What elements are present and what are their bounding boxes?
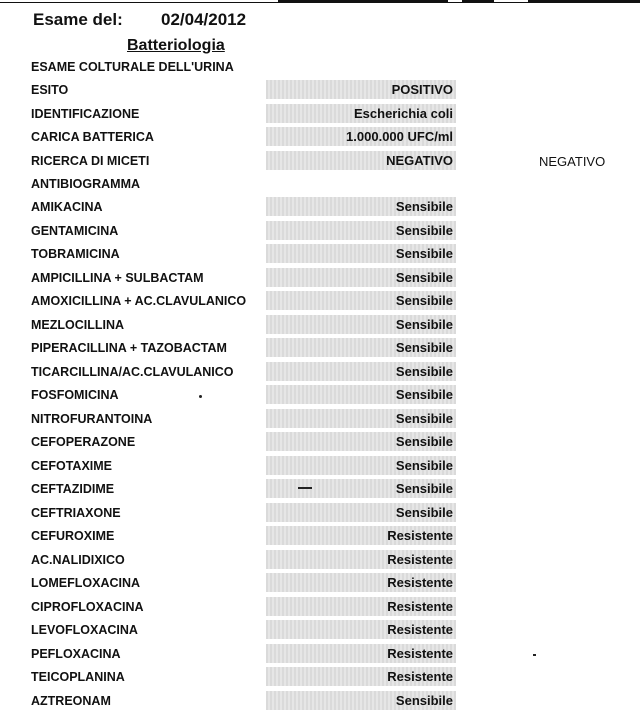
susceptibility-value: Resistente bbox=[266, 620, 456, 639]
top-rule-segment bbox=[528, 0, 640, 2]
susceptibility-value: Sensibile bbox=[266, 197, 456, 216]
top-rule-segment bbox=[278, 0, 448, 2]
antibiotic-name: TEICOPLANINA bbox=[31, 670, 125, 684]
susceptibility-value: Sensibile bbox=[266, 432, 456, 451]
top-rule bbox=[0, 2, 640, 3]
susceptibility-value: Sensibile bbox=[266, 362, 456, 381]
antibiotic-name: PIPERACILLINA + TAZOBACTAM bbox=[31, 341, 227, 355]
susceptibility-value: Sensibile bbox=[266, 244, 456, 263]
susceptibility-value: Sensibile bbox=[266, 315, 456, 334]
antibiotic-name: AMPICILLINA + SULBACTAM bbox=[31, 270, 204, 285]
section-title: Batteriologia bbox=[127, 37, 225, 54]
antibiogram-row bbox=[0, 596, 640, 619]
antibiogram-row bbox=[0, 549, 640, 572]
antibiogram-row bbox=[0, 384, 640, 407]
antibiogram-row bbox=[0, 643, 640, 666]
exam-header bbox=[33, 10, 247, 30]
result-row-carica-batterica bbox=[0, 126, 640, 149]
antibiogram-row bbox=[0, 478, 640, 501]
susceptibility-value: Resistente bbox=[266, 550, 456, 569]
susceptibility-value: Sensibile bbox=[266, 691, 456, 710]
antibiotic-name: CEFTAZIDIME bbox=[31, 482, 115, 496]
antibiotic-name: AMIKACINA bbox=[31, 200, 103, 214]
susceptibility-value: Sensibile bbox=[266, 291, 456, 310]
susceptibility-value: Resistente bbox=[266, 667, 456, 686]
antibiogram-row bbox=[0, 337, 640, 360]
exam-label: Esame del: bbox=[33, 10, 123, 29]
antibiotic-name: CEFUROXIME bbox=[31, 529, 115, 543]
antibiotic-name: LOMEFLOXACINA bbox=[31, 576, 141, 590]
susceptibility-value: Resistente bbox=[266, 644, 456, 663]
antibiogram-row bbox=[0, 267, 640, 290]
susceptibility-value: Resistente bbox=[266, 573, 456, 592]
antibiotic-name: TOBRAMICINA bbox=[31, 247, 120, 261]
antibiotic-name: CIPROFLOXACINA bbox=[31, 599, 144, 614]
susceptibility-value: Sensibile bbox=[266, 503, 456, 522]
antibiotic-name: CEFTRIAXONE bbox=[31, 505, 121, 520]
antibiogram-row bbox=[0, 431, 640, 454]
antibiotic-name: AC.NALIDIXICO bbox=[31, 552, 125, 567]
antibiotic-name: GENTAMICINA bbox=[31, 223, 119, 238]
antibiogram-row bbox=[0, 502, 640, 525]
result-row-identificazione bbox=[0, 103, 640, 126]
scan-speck bbox=[298, 487, 312, 489]
antibiogram-row bbox=[0, 572, 640, 595]
susceptibility-value: Sensibile bbox=[266, 338, 456, 357]
result-label: ESITO bbox=[31, 83, 69, 97]
antibiogram-row bbox=[0, 196, 640, 219]
antibiotic-name: MEZLOCILLINA bbox=[31, 317, 125, 332]
susceptibility-value: Sensibile bbox=[266, 385, 456, 404]
result-value: POSITIVO bbox=[266, 80, 456, 99]
scan-speck bbox=[533, 654, 536, 656]
top-rule-segment bbox=[462, 0, 494, 2]
antibiogram-row bbox=[0, 314, 640, 337]
exam-date: 02/04/2012 bbox=[161, 10, 247, 29]
scan-speck bbox=[199, 395, 202, 398]
antibiogram-row bbox=[0, 455, 640, 478]
susceptibility-value: Resistente bbox=[266, 597, 456, 616]
antibiogram-row bbox=[0, 361, 640, 384]
antibiogram-row bbox=[0, 525, 640, 548]
antibiogram-row bbox=[0, 408, 640, 431]
antibiogram-row bbox=[0, 243, 640, 266]
antibiotic-name: TICARCILLINA/AC.CLAVULANICO bbox=[31, 364, 234, 379]
result-value: 1.000.000 UFC/ml bbox=[266, 127, 456, 146]
antibiogram-row bbox=[0, 690, 640, 713]
susceptibility-value: Sensibile bbox=[266, 456, 456, 475]
result-value: Escherichia coli bbox=[266, 104, 456, 123]
antibiotic-name: NITROFURANTOINA bbox=[31, 411, 153, 426]
result-row-ricerca-miceti bbox=[0, 150, 640, 173]
susceptibility-value: Sensibile bbox=[266, 268, 456, 287]
antibiotic-name: FOSFOMICINA bbox=[31, 388, 119, 402]
result-extra-value: NEGATIVO bbox=[539, 154, 606, 169]
antibiogram-title: ANTIBIOGRAMMA bbox=[31, 177, 141, 191]
antibiogram-row bbox=[0, 220, 640, 243]
susceptibility-value: Sensibile bbox=[266, 409, 456, 428]
antibiogram-row bbox=[0, 619, 640, 642]
result-label: RICERCA DI MICETI bbox=[31, 154, 150, 168]
antibiotic-name: CEFOTAXIME bbox=[31, 458, 113, 473]
susceptibility-value: Sensibile bbox=[266, 479, 456, 498]
exam-name: ESAME COLTURALE DELL'URINA bbox=[31, 60, 234, 74]
antibiotic-name: CEFOPERAZONE bbox=[31, 435, 136, 449]
antibiotic-name: AZTREONAM bbox=[31, 693, 111, 708]
antibiotic-name: PEFLOXACINA bbox=[31, 646, 121, 661]
susceptibility-value: Resistente bbox=[266, 526, 456, 545]
result-label: IDENTIFICAZIONE bbox=[31, 107, 140, 121]
result-row-esito bbox=[0, 79, 640, 102]
antibiotic-name: AMOXICILLINA + AC.CLAVULANICO bbox=[31, 294, 247, 308]
result-value: NEGATIVO bbox=[266, 151, 456, 170]
antibiogram-row bbox=[0, 290, 640, 313]
result-label: CARICA BATTERICA bbox=[31, 130, 154, 144]
susceptibility-value: Sensibile bbox=[266, 221, 456, 240]
antibiotic-name: LEVOFLOXACINA bbox=[31, 623, 138, 637]
antibiogram-row bbox=[0, 666, 640, 689]
